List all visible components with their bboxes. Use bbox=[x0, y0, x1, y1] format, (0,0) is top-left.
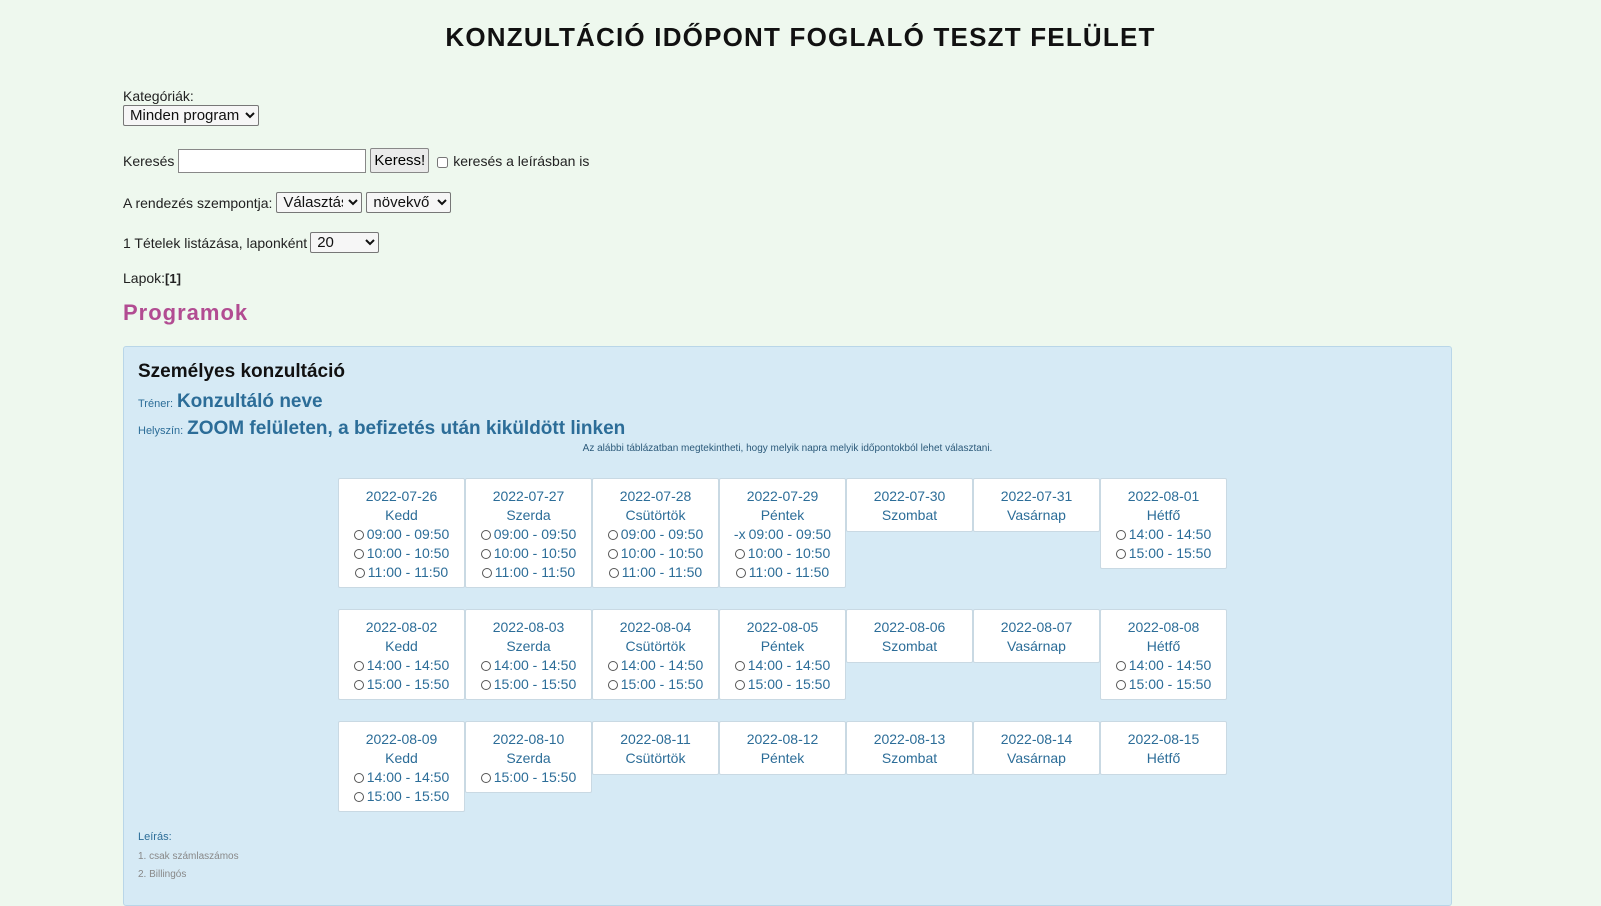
day-name: Szerda bbox=[506, 507, 551, 523]
slot-time: 15:00 - 15:50 bbox=[493, 769, 577, 785]
time-slot-radio[interactable] bbox=[354, 530, 364, 540]
time-slot-radio[interactable] bbox=[481, 549, 491, 559]
time-slot[interactable] bbox=[720, 675, 845, 694]
time-slot-radio[interactable] bbox=[481, 680, 491, 690]
slot-time: 15:00 - 15:50 bbox=[493, 676, 577, 692]
day-date: 2022-07-30 bbox=[873, 488, 946, 504]
calendar-day-cell bbox=[1100, 478, 1227, 569]
time-slot[interactable] bbox=[339, 525, 464, 544]
time-slot-radio[interactable] bbox=[736, 568, 746, 578]
time-slot[interactable] bbox=[339, 675, 464, 694]
page-link-1[interactable]: [1] bbox=[165, 271, 181, 286]
time-slot[interactable] bbox=[466, 525, 591, 544]
search-label: Keresés bbox=[123, 152, 175, 169]
description-item: 1. csak számlaszámos bbox=[138, 851, 239, 862]
day-date: 2022-08-08 bbox=[1127, 619, 1200, 635]
day-date: 2022-08-10 bbox=[492, 731, 565, 747]
day-name: Szerda bbox=[506, 638, 551, 654]
time-slot[interactable] bbox=[1101, 544, 1226, 563]
day-name: Vasárnap bbox=[1007, 507, 1066, 523]
time-slot[interactable] bbox=[466, 544, 591, 563]
calendar-day-cell bbox=[846, 609, 973, 663]
time-slot[interactable] bbox=[720, 544, 845, 563]
time-slot[interactable] bbox=[720, 563, 845, 582]
time-slot[interactable] bbox=[466, 675, 591, 694]
pages-label: Lapok: bbox=[123, 270, 166, 286]
slot-time: 15:00 - 15:50 bbox=[620, 676, 704, 692]
day-date: 2022-08-15 bbox=[1127, 731, 1200, 747]
time-slot-radio[interactable] bbox=[481, 530, 491, 540]
time-slot-radio[interactable] bbox=[1116, 661, 1126, 671]
calendar-day-cell bbox=[465, 478, 592, 588]
calendar-day-cell bbox=[719, 609, 846, 700]
slot-time: 11:00 - 11:50 bbox=[494, 564, 576, 580]
day-date: 2022-08-13 bbox=[873, 731, 946, 747]
day-name: Hétfő bbox=[1146, 638, 1181, 654]
day-name: Csütörtök bbox=[625, 507, 686, 523]
calendar-day-cell bbox=[1100, 609, 1227, 700]
time-slot-radio[interactable] bbox=[608, 549, 618, 559]
calendar-day-cell bbox=[719, 478, 846, 588]
day-date: 2022-08-01 bbox=[1127, 488, 1200, 504]
time-slot-radio[interactable] bbox=[354, 661, 364, 671]
calendar-day-cell bbox=[338, 721, 465, 812]
time-slot-radio[interactable] bbox=[735, 549, 745, 559]
time-slot-radio[interactable] bbox=[609, 568, 619, 578]
location-value: ZOOM felületen, a befizetés után kiküldött linken bbox=[187, 418, 626, 439]
day-date: 2022-08-02 bbox=[365, 619, 438, 635]
slot-time: 14:00 - 14:50 bbox=[366, 769, 450, 785]
time-slot[interactable] bbox=[593, 563, 718, 582]
slot-time: 14:00 - 14:50 bbox=[747, 657, 831, 673]
calendar-day-cell bbox=[1100, 721, 1227, 775]
day-name: Szombat bbox=[881, 638, 938, 654]
day-name: Hétfő bbox=[1146, 750, 1181, 766]
time-slot-radio[interactable] bbox=[354, 549, 364, 559]
sort-label: A rendezés szempontja: bbox=[123, 194, 273, 211]
slot-time: 09:00 - 09:50 bbox=[493, 526, 577, 542]
time-slot-radio[interactable] bbox=[1116, 680, 1126, 690]
slot-time: 11:00 - 11:50 bbox=[367, 564, 449, 580]
program-name: Személyes konzultáció bbox=[138, 361, 345, 382]
day-name: Péntek bbox=[760, 750, 805, 766]
day-name: Hétfő bbox=[1146, 507, 1181, 523]
time-slot[interactable] bbox=[593, 525, 718, 544]
slot-time: 11:00 - 11:50 bbox=[748, 564, 830, 580]
day-date: 2022-08-14 bbox=[1000, 731, 1073, 747]
time-slot-radio[interactable] bbox=[482, 568, 492, 578]
slot-time: 15:00 - 15:50 bbox=[1128, 676, 1212, 692]
time-slot[interactable] bbox=[593, 656, 718, 675]
day-date: 2022-07-27 bbox=[492, 488, 565, 504]
time-slot[interactable] bbox=[720, 656, 845, 675]
day-date: 2022-08-07 bbox=[1000, 619, 1073, 635]
day-name: Szombat bbox=[881, 750, 938, 766]
time-slot[interactable] bbox=[466, 563, 591, 582]
per-page-select[interactable] bbox=[310, 232, 379, 253]
slot-time: 15:00 - 15:50 bbox=[366, 676, 450, 692]
time-slot-radio[interactable] bbox=[1116, 549, 1126, 559]
calendar-day-cell bbox=[973, 609, 1100, 663]
time-slot-radio[interactable] bbox=[735, 661, 745, 671]
time-slot-radio[interactable] bbox=[608, 661, 618, 671]
calendar-day-cell bbox=[465, 721, 592, 793]
trainer-value: Konzultáló neve bbox=[176, 391, 323, 412]
category-label: Kategóriák: bbox=[123, 88, 194, 104]
slot-time: 14:00 - 14:50 bbox=[493, 657, 577, 673]
day-date: 2022-08-11 bbox=[620, 731, 691, 747]
day-date: 2022-08-04 bbox=[619, 619, 692, 635]
sort-order-select[interactable] bbox=[366, 192, 451, 213]
time-slot[interactable] bbox=[593, 675, 718, 694]
time-slot-radio[interactable] bbox=[735, 680, 745, 690]
slot-time: 15:00 - 15:50 bbox=[747, 676, 831, 692]
day-name: Kedd bbox=[385, 507, 418, 523]
time-slot-radio[interactable] bbox=[608, 530, 618, 540]
location-label: Helyszín: bbox=[138, 425, 184, 437]
time-slot[interactable] bbox=[466, 656, 591, 675]
day-date: 2022-07-28 bbox=[619, 488, 692, 504]
per-page-label: 1 Tételek listázása, laponként bbox=[123, 234, 308, 251]
time-slot-radio[interactable] bbox=[608, 680, 618, 690]
slot-time: 14:00 - 14:50 bbox=[366, 657, 450, 673]
search-description-checkbox[interactable] bbox=[437, 157, 448, 168]
slot-time: 15:00 - 15:50 bbox=[366, 788, 450, 804]
slot-time: 10:00 - 10:50 bbox=[493, 545, 577, 561]
calendar-day-cell bbox=[592, 609, 719, 700]
description-label: Leírás: bbox=[138, 831, 172, 843]
day-name: Szombat bbox=[881, 507, 938, 523]
time-slot[interactable] bbox=[1101, 525, 1226, 544]
day-name: Péntek bbox=[760, 638, 805, 654]
slot-time: 11:00 - 11:50 bbox=[621, 564, 703, 580]
search-description-label: keresés a leírásban is bbox=[453, 152, 590, 169]
slot-time: 14:00 - 14:50 bbox=[620, 657, 704, 673]
day-name: Vasárnap bbox=[1007, 638, 1066, 654]
trainer-row bbox=[138, 391, 323, 413]
day-date: 2022-08-05 bbox=[746, 619, 819, 635]
day-date: 2022-08-09 bbox=[365, 731, 438, 747]
per-page-row bbox=[123, 232, 379, 253]
time-slot[interactable] bbox=[593, 544, 718, 563]
time-slot[interactable] bbox=[466, 768, 591, 787]
page-title: KONZULTÁCIÓ IDŐPONT FOGLALÓ TESZT FELÜLET bbox=[445, 22, 1156, 52]
location-row bbox=[138, 418, 625, 440]
time-slot-radio[interactable] bbox=[1116, 530, 1126, 540]
slot-time: 09:00 - 09:50 bbox=[366, 526, 450, 542]
search-row bbox=[123, 148, 589, 173]
category-select[interactable] bbox=[123, 105, 259, 126]
day-name: Kedd bbox=[385, 750, 418, 766]
category-filter bbox=[123, 88, 259, 126]
day-name: Szerda bbox=[506, 750, 551, 766]
day-name: Vasárnap bbox=[1007, 750, 1066, 766]
time-slot-radio[interactable] bbox=[354, 680, 364, 690]
calendar-note: Az alábbi táblázatban megtekintheti, hogy melyik napra melyik időpontokból lehet választani. bbox=[582, 443, 993, 454]
calendar-day-cell bbox=[592, 478, 719, 588]
slot-time: 14:00 - 14:50 bbox=[1128, 526, 1212, 542]
slot-time: 15:00 - 15:50 bbox=[1128, 545, 1212, 561]
time-slot-radio[interactable] bbox=[354, 792, 364, 802]
slot-time: 10:00 - 10:50 bbox=[747, 545, 831, 561]
time-slot-radio[interactable] bbox=[354, 773, 364, 783]
time-slot[interactable] bbox=[1101, 656, 1226, 675]
programs-heading: Programok bbox=[123, 300, 249, 325]
time-slot[interactable] bbox=[339, 768, 464, 787]
day-name: Csütörtök bbox=[625, 750, 686, 766]
calendar-day-cell bbox=[973, 721, 1100, 775]
calendar-day-cell bbox=[719, 721, 846, 775]
description-item: 2. Billingós bbox=[138, 869, 187, 880]
program-card bbox=[123, 346, 1452, 906]
calendar-day-cell bbox=[592, 721, 719, 775]
time-slot-radio[interactable] bbox=[481, 661, 491, 671]
calendar-day-cell bbox=[846, 721, 973, 775]
time-slot-radio[interactable] bbox=[355, 568, 365, 578]
slot-time: 10:00 - 10:50 bbox=[620, 545, 704, 561]
sort-row bbox=[123, 192, 451, 213]
calendar-day-cell bbox=[465, 609, 592, 700]
time-slot[interactable] bbox=[339, 544, 464, 563]
calendar-day-cell bbox=[973, 478, 1100, 532]
time-slot[interactable] bbox=[339, 563, 464, 582]
time-slot[interactable] bbox=[720, 525, 845, 544]
time-slot[interactable] bbox=[339, 656, 464, 675]
day-name: Kedd bbox=[385, 638, 418, 654]
sort-field-select[interactable] bbox=[276, 192, 362, 213]
search-input[interactable] bbox=[178, 149, 366, 173]
slot-time: 14:00 - 14:50 bbox=[1128, 657, 1212, 673]
day-date: 2022-08-06 bbox=[873, 619, 946, 635]
day-name: Csütörtök bbox=[625, 638, 686, 654]
calendar-day-cell bbox=[846, 478, 973, 532]
search-button[interactable]: Keress! bbox=[370, 148, 429, 173]
slot-prefix: -x bbox=[733, 526, 746, 542]
pagination bbox=[123, 270, 181, 286]
calendar-day-cell bbox=[338, 478, 465, 588]
day-date: 2022-07-31 bbox=[1000, 488, 1073, 504]
time-slot[interactable] bbox=[1101, 675, 1226, 694]
trainer-label: Tréner: bbox=[138, 398, 174, 410]
day-name: Péntek bbox=[760, 507, 805, 523]
time-slot-radio[interactable] bbox=[481, 773, 491, 783]
day-date: 2022-08-12 bbox=[746, 731, 819, 747]
day-date: 2022-08-03 bbox=[492, 619, 565, 635]
slot-time: 10:00 - 10:50 bbox=[366, 545, 450, 561]
time-slot[interactable] bbox=[339, 787, 464, 806]
slot-time: 09:00 - 09:50 bbox=[620, 526, 704, 542]
day-date: 2022-07-26 bbox=[365, 488, 438, 504]
slot-time: 09:00 - 09:50 bbox=[748, 526, 832, 542]
calendar-day-cell bbox=[338, 609, 465, 700]
day-date: 2022-07-29 bbox=[746, 488, 819, 504]
